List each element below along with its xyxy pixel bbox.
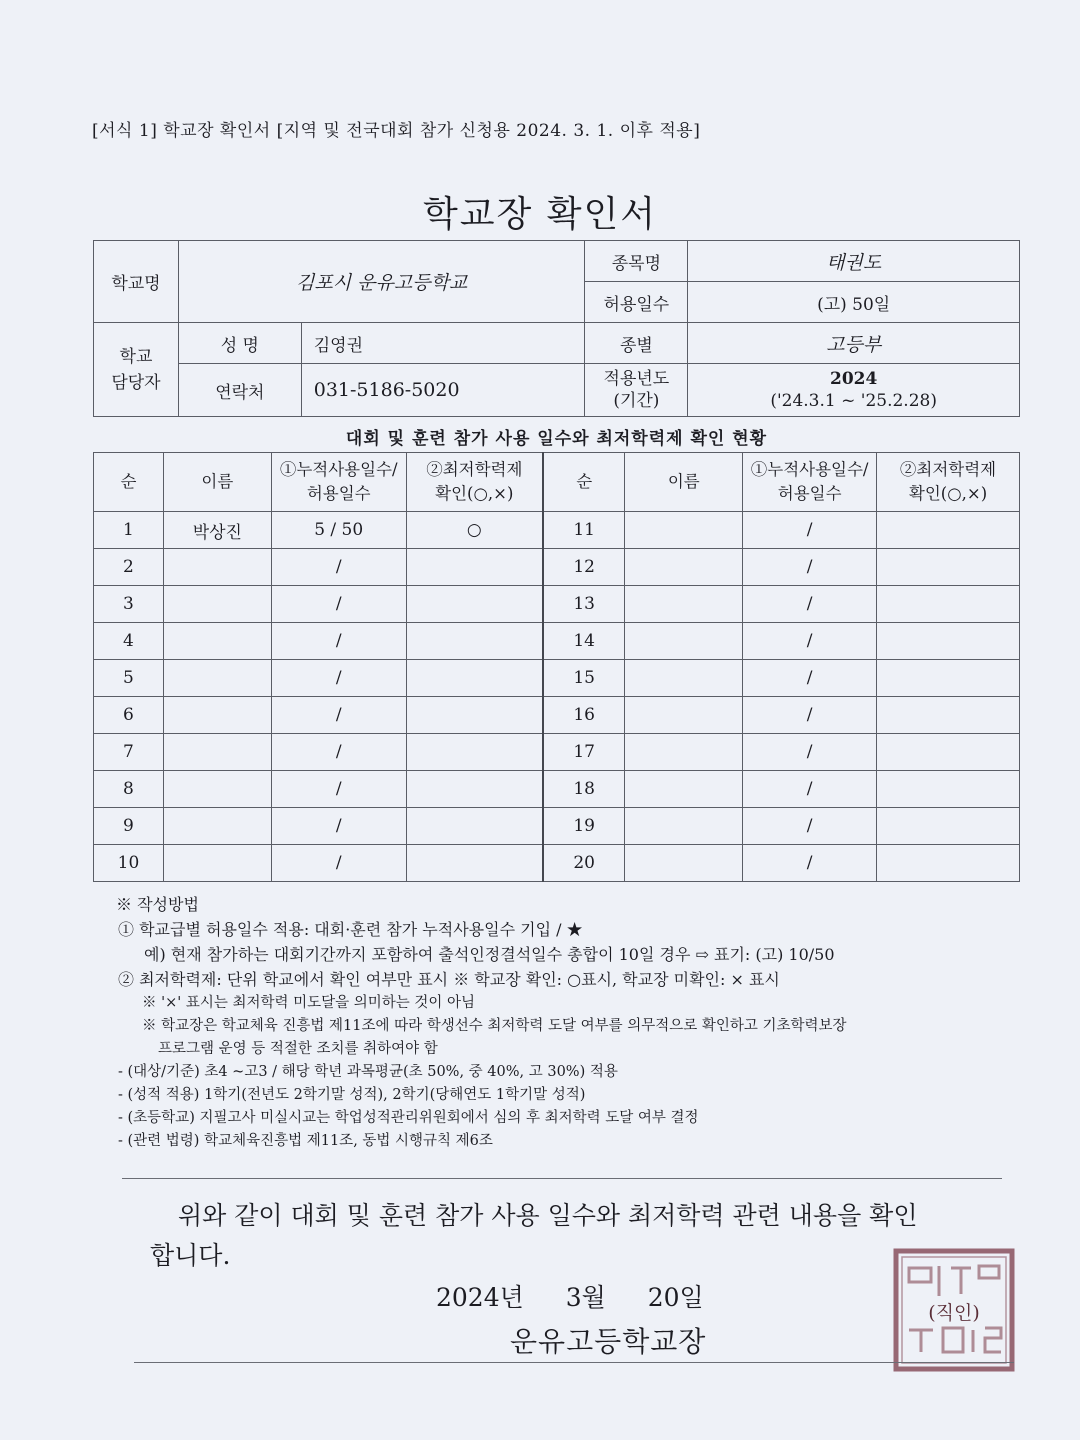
row-name: 박상진 [163, 512, 271, 549]
row-name [163, 734, 271, 771]
header-no-right: 순 [543, 453, 625, 512]
header-check-right [877, 453, 1020, 512]
official-seal [893, 1248, 1015, 1372]
header-days [271, 453, 406, 512]
row-check: ○ [406, 512, 543, 549]
row-check [406, 549, 543, 586]
row-days-right: / [743, 845, 877, 882]
table-row [94, 697, 1020, 734]
row-days-right: / [743, 771, 877, 808]
row-days-right: / [743, 808, 877, 845]
principal-name: 운유고등학교장 [510, 1325, 707, 1358]
confirmation-line-1: 위와 같이 대회 및 훈련 참가 사용 일수와 최저학력 관련 내용을 확인 [178, 1201, 918, 1230]
header-days-line2: 허용일수 [306, 484, 371, 503]
row-check [406, 697, 543, 734]
row-days: / [271, 549, 406, 586]
row-name [163, 697, 271, 734]
row-no: 9 [94, 808, 164, 845]
row-days-right: / [743, 512, 877, 549]
row-no-right: 15 [543, 660, 625, 697]
row-name-right [625, 697, 743, 734]
table-row [94, 623, 1020, 660]
row-name [163, 623, 271, 660]
note-dash-3: - (초등학교) 지필고사 미실시교는 학업성적관리위원회에서 심의 후 최저학력 도달 여부 결정 [118, 1110, 699, 1126]
header-days-right [743, 453, 877, 512]
row-no: 5 [94, 660, 164, 697]
row-days: / [271, 734, 406, 771]
row-name-right [625, 660, 743, 697]
contact-value: 031-5186-5020 [301, 364, 585, 417]
row-name [163, 808, 271, 845]
header-days-line1-right: ①누적사용일수/ [750, 460, 869, 479]
header-name-right: 이름 [625, 453, 743, 512]
event-label: 종목명 [585, 241, 688, 282]
note-item-1-example: 예) 현재 참가하는 대회기간까지 포함하여 출석인정결석일수 총합이 10일 경우 ⇨ 표기: (고) 10/50 [144, 945, 835, 964]
row-no: 2 [94, 549, 164, 586]
row-days: / [271, 808, 406, 845]
header-name: 이름 [163, 453, 271, 512]
period-value: ('24.3.1 ~ '25.2.28) [770, 391, 937, 411]
table-header-row [94, 453, 1020, 512]
note-item-2: ② 최저학력제: 단위 학교에서 확인 여부만 표시 ※ 학교장 확인: ○표시, 학교장 미확인: × 표시 [118, 970, 780, 989]
row-name [163, 660, 271, 697]
event-value: 태권도 [688, 241, 1020, 282]
row-no-right: 19 [543, 808, 625, 845]
row-no-right: 13 [543, 586, 625, 623]
confirmation-statement [150, 1196, 990, 1276]
row-no: 4 [94, 623, 164, 660]
row-name [163, 549, 271, 586]
header-days-line1: ①누적사용일수/ [279, 460, 398, 479]
row-check-right [877, 586, 1020, 623]
category-label: 종별 [585, 323, 688, 364]
row-name-right [625, 845, 743, 882]
name-value: 김영권 [301, 323, 585, 364]
note-sub-2-cont: 프로그램 운영 등 적절한 조치를 취하여야 함 [158, 1041, 438, 1057]
divider-bottom [134, 1362, 1014, 1363]
note-item-1: ① 학교급별 허용일수 적용: 대회·훈련 참가 누적사용일수 기입 / ★ [118, 920, 583, 939]
row-name [163, 845, 271, 882]
row-days: / [271, 845, 406, 882]
note-dash-4: - (관련 법령) 학교체육진흥법 제11조, 동법 시행규칙 제6조 [118, 1133, 493, 1149]
row-no: 3 [94, 586, 164, 623]
row-name-right [625, 771, 743, 808]
contact-label: 연락처 [178, 364, 301, 417]
school-value: 김포시 운유고등학교 [178, 241, 585, 323]
date-day: 20일 [647, 1283, 704, 1312]
header-check [406, 453, 543, 512]
row-no: 7 [94, 734, 164, 771]
header-check-line2: 확인(○,×) [435, 484, 514, 503]
row-name-right [625, 734, 743, 771]
row-days: / [271, 623, 406, 660]
header-check-line2-right: 확인(○,×) [908, 484, 988, 503]
period-label: (기간) [613, 391, 660, 411]
row-name-right [625, 586, 743, 623]
instructions [118, 892, 1018, 1153]
row-name-right [625, 512, 743, 549]
row-check-right [877, 660, 1020, 697]
row-days: 5 / 50 [271, 512, 406, 549]
participation-table [93, 452, 1020, 882]
header-no: 순 [94, 453, 164, 512]
row-no-right: 11 [543, 512, 625, 549]
row-no: 10 [94, 845, 164, 882]
note-dash-1: - (대상/기준) 초4 ~고3 / 해당 학년 과목평균(초 50%, 중 40%, 고 30%) 적용 [118, 1064, 618, 1080]
row-days-right: / [743, 697, 877, 734]
year-label-cell [585, 364, 688, 417]
row-days: / [271, 771, 406, 808]
header-check-line1: ②최저학력제 [426, 460, 523, 479]
table-row [94, 734, 1020, 771]
document-title: 학교장 확인서 [422, 194, 658, 235]
row-no-right: 18 [543, 771, 625, 808]
header-check-line1-right: ②최저학력제 [899, 460, 997, 479]
row-check-right [877, 697, 1020, 734]
row-no-right: 14 [543, 623, 625, 660]
row-no: 8 [94, 771, 164, 808]
row-days-right: / [743, 734, 877, 771]
notes-heading: ※ 작성방법 [116, 895, 199, 914]
row-check-right [877, 845, 1020, 882]
table-row [94, 586, 1020, 623]
category-value: 고등부 [688, 323, 1020, 364]
row-check-right [877, 623, 1020, 660]
row-no: 1 [94, 512, 164, 549]
row-days: / [271, 660, 406, 697]
year-label: 적용년도 [603, 369, 670, 389]
row-check-right [877, 734, 1020, 771]
table-row [94, 512, 1020, 549]
row-name [163, 771, 271, 808]
row-days: / [271, 697, 406, 734]
date-year: 2024년 [436, 1283, 524, 1312]
table-row [94, 845, 1020, 882]
table-row [94, 771, 1020, 808]
row-check [406, 734, 543, 771]
allowed-days-value: (고) 50일 [688, 282, 1020, 323]
note-dash-2: - (성적 적용) 1학기(전년도 2학기말 성적), 2학기(당해연도 1학기말 성적) [118, 1087, 586, 1103]
table-row [94, 549, 1020, 586]
row-days-right: / [743, 660, 877, 697]
name-label: 성 명 [178, 323, 301, 364]
section-title: 대회 및 훈련 참가 사용 일수와 최저학력제 확인 현황 [345, 429, 768, 449]
issue-date [436, 1278, 738, 1314]
note-sub-2: ※ 학교장은 학교체육 진흥법 제11조에 따라 학생선수 최저학력 도달 여부를 의무적으로 확인하고 기초학력보장 [142, 1018, 847, 1034]
row-days: / [271, 586, 406, 623]
year-value: 2024 [830, 369, 878, 389]
row-check [406, 660, 543, 697]
row-check-right [877, 808, 1020, 845]
row-name-right [625, 549, 743, 586]
info-table [93, 240, 1020, 417]
row-check [406, 586, 543, 623]
header-days-line2-right: 허용일수 [777, 484, 842, 503]
table-row [94, 808, 1020, 845]
row-days-right: / [743, 586, 877, 623]
year-value-cell [688, 364, 1020, 417]
divider-top [122, 1178, 1002, 1179]
date-month: 3월 [565, 1283, 606, 1312]
row-check-right [877, 771, 1020, 808]
row-name-right [625, 808, 743, 845]
row-days-right: / [743, 623, 877, 660]
allowed-days-label: 허용일수 [585, 282, 688, 323]
row-name-right [625, 623, 743, 660]
table-row [94, 660, 1020, 697]
row-name [163, 586, 271, 623]
row-no-right: 20 [543, 845, 625, 882]
row-check [406, 771, 543, 808]
note-sub-1: ※ '×' 표시는 최저학력 미도달을 의미하는 것이 아님 [142, 995, 476, 1011]
school-label: 학교명 [94, 241, 179, 323]
row-no-right: 17 [543, 734, 625, 771]
row-no: 6 [94, 697, 164, 734]
seal-text: (직인) [928, 1302, 980, 1324]
row-check-right [877, 549, 1020, 586]
row-no-right: 16 [543, 697, 625, 734]
row-check [406, 623, 543, 660]
row-check-right [877, 512, 1020, 549]
row-days-right: / [743, 549, 877, 586]
manager-label: 학교 담당자 [94, 323, 179, 417]
row-check [406, 845, 543, 882]
confirmation-line-2: 합니다. [150, 1241, 231, 1270]
row-check [406, 808, 543, 845]
row-no-right: 12 [543, 549, 625, 586]
form-header: [서식 1] 학교장 확인서 [지역 및 전국대회 참가 신청용 2024. 3. 1. 이후 적용] [92, 121, 701, 141]
